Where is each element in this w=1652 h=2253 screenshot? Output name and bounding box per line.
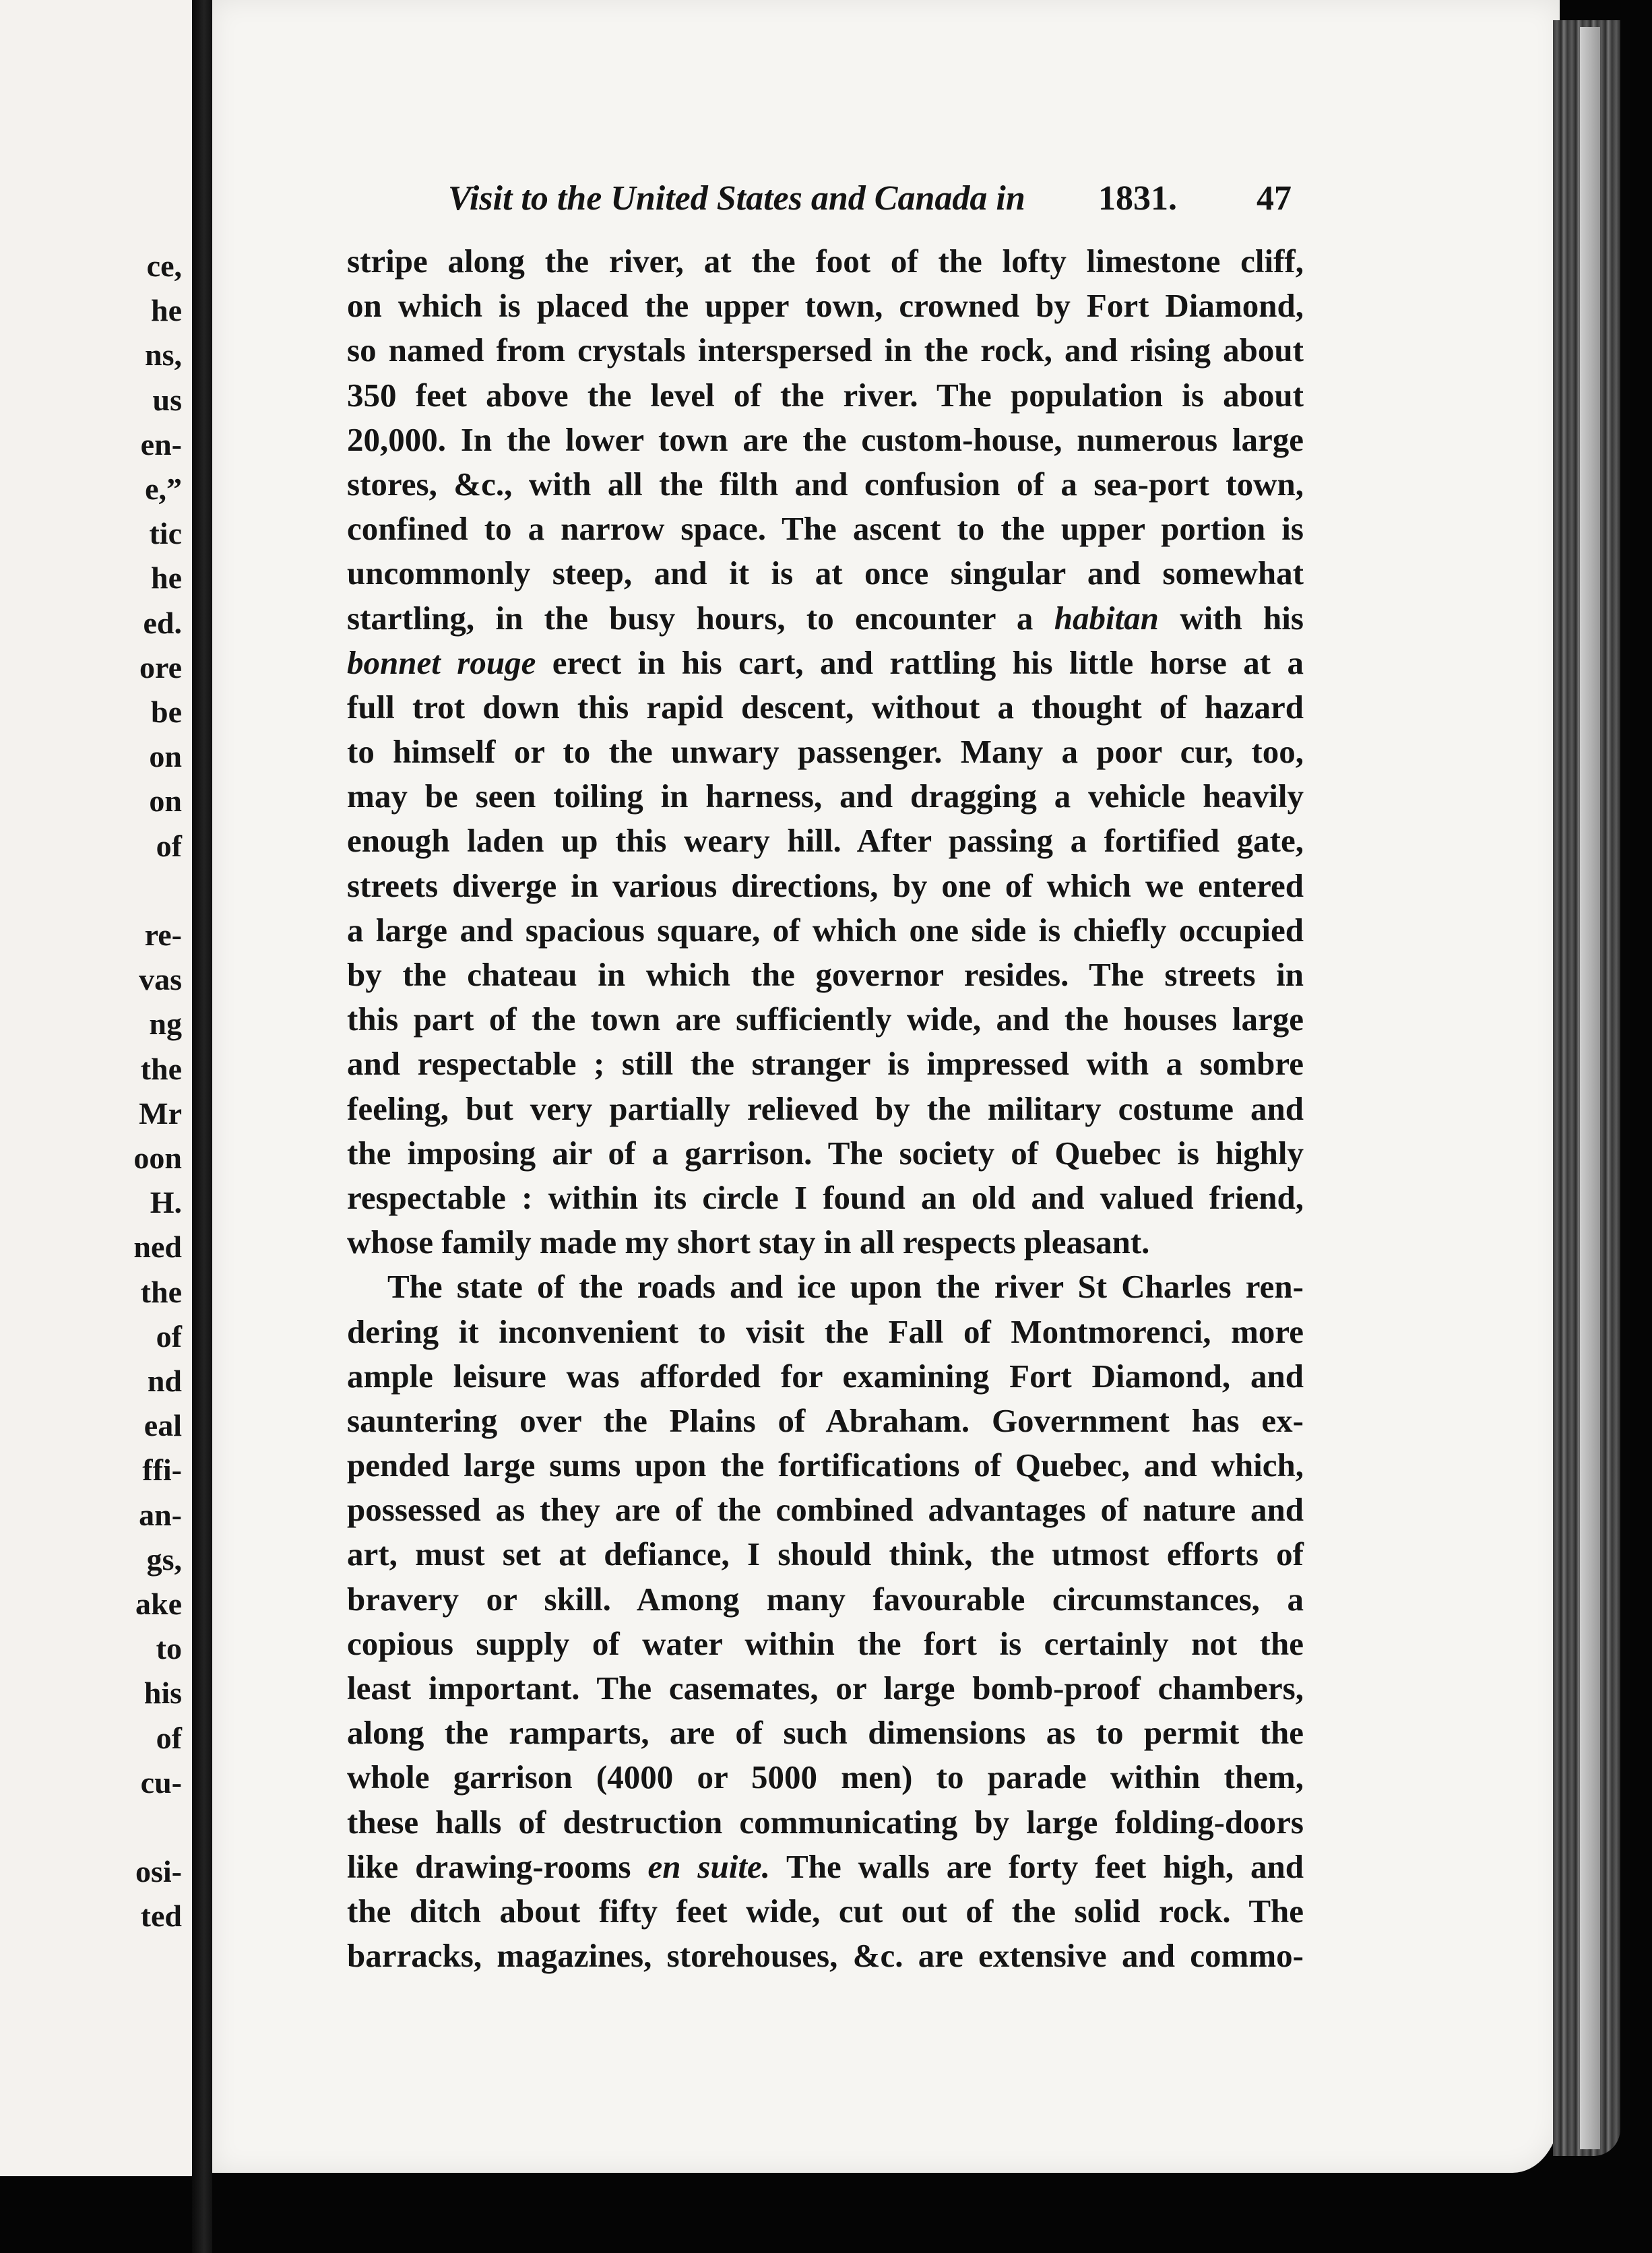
previous-page-line-fragment: ce, <box>146 249 182 283</box>
text-line: bravery or skill. Among many favourable circumstances, a <box>347 1580 1304 1618</box>
previous-page-line-fragment: osi- <box>135 1854 182 1889</box>
text-line: enough laden up this weary hill. After passing a fortified gate, <box>347 822 1304 860</box>
text-line: on which is placed the upper town, crowned by Fort Diamond, <box>347 287 1304 325</box>
text-segment: erect in his cart, and rattling his little horse at a <box>552 643 1304 681</box>
previous-page-line-fragment: be <box>151 695 182 729</box>
previous-page-line-fragment: he <box>151 561 182 596</box>
previous-page-line-fragment: ake <box>135 1587 182 1621</box>
previous-page-line-fragment: nd <box>147 1364 182 1398</box>
previous-page-line-fragment: ted <box>140 1899 182 1934</box>
text-line: a large and spacious square, of which one side is chiefly occupied <box>347 911 1304 949</box>
previous-page-line-fragment: his <box>144 1676 182 1711</box>
previous-page-line-fragment: the <box>140 1274 182 1309</box>
book-gutter <box>192 0 212 2253</box>
text-line: respectable : within its circle I found an old and valued friend, <box>347 1178 1304 1216</box>
text-line: to himself or to the unwary passenger. Many a poor cur, too, <box>347 733 1304 771</box>
text-line: pended large sums upon the fortifications of Quebec, and which, <box>347 1447 1304 1484</box>
text-line: so named from crystals interspersed in the rock, and rising about <box>347 331 1304 369</box>
previous-page-line-fragment: eal <box>144 1408 182 1443</box>
text-segment: with his <box>1158 599 1304 637</box>
italic-term-habitan: habitan <box>1054 599 1159 637</box>
previous-page-line-fragment: H. <box>150 1185 182 1220</box>
text-line: dering it inconvenient to visit the Fall of Montmorenci, more <box>347 1312 1304 1350</box>
text-line: stripe along the river, at the foot of the lofty limestone cliff, <box>347 243 1304 280</box>
previous-page-line-fragment: ned <box>133 1230 182 1265</box>
text-line: the imposing air of a garrison. The society of Quebec is highly <box>347 1134 1304 1172</box>
text-segment: like drawing-rooms <box>347 1847 631 1885</box>
text-line: full trot down this rapid descent, without a thought of hazard <box>347 688 1304 726</box>
previous-page-line-fragment: of <box>156 1319 182 1354</box>
text-line: whose family made my short stay in all respects pleasant. <box>347 1224 1150 1261</box>
text-line: along the ramparts, are of such dimensions as to permit the <box>347 1714 1304 1752</box>
previous-page-line-fragment: ng <box>149 1007 182 1042</box>
previous-page-line-fragment: ns, <box>145 338 182 373</box>
italic-term-bonnet-rouge: bonnet rouge <box>347 643 536 681</box>
text-line: uncommonly steep, and it is at once singular and somewhat <box>347 554 1304 592</box>
previous-page-line-fragment: he <box>151 293 182 328</box>
text-line: barracks, magazines, storehouses, &c. are extensive and commo- <box>347 1937 1304 1975</box>
text-line: confined to a narrow space. The ascent to the upper portion is <box>347 510 1304 548</box>
page-number: 47 <box>1257 179 1292 218</box>
text-line: streets diverge in various directions, by one of which we entered <box>347 866 1304 904</box>
text-line: 20,000. In the lower town are the custom-house, numerous large <box>347 420 1304 458</box>
body-text <box>347 239 1304 1978</box>
previous-page-line-fragment: en- <box>140 426 182 462</box>
previous-page-line-fragment: ore <box>139 649 182 685</box>
previous-page-line-fragment: on <box>149 739 182 774</box>
text-segment: startling, in the busy hours, to encounter a <box>347 599 1034 637</box>
previous-page-line-fragment: ffi- <box>142 1453 182 1488</box>
text-line: this part of the town are sufficiently wide, and the houses large <box>347 1001 1304 1038</box>
text-line: and respectable ; still the stranger is impressed with a sombre <box>347 1045 1304 1083</box>
previous-page-line-fragment: an- <box>139 1497 182 1532</box>
running-head-title: Visit to the United States and Canada in <box>448 179 1025 218</box>
previous-page-fragment <box>0 0 192 2176</box>
text-line: art, must set at defiance, I should think, the utmost efforts of <box>347 1535 1304 1573</box>
text-line: these halls of destruction communicating by large folding-doors <box>347 1803 1304 1841</box>
text-line: possessed as they are of the combined advantages of nature and <box>347 1491 1304 1529</box>
text-segment: The walls are forty feet high, and <box>769 1847 1304 1885</box>
previous-page-line-fragment: us <box>152 382 182 417</box>
text-line: the ditch about fifty feet wide, cut out of the solid rock. The <box>347 1892 1304 1930</box>
text-line: 350 feet above the level of the river. The population is about <box>347 376 1304 414</box>
text-line <box>347 1845 1304 1889</box>
previous-page-line-fragment: of <box>156 828 182 863</box>
text-line: whole garrison (4000 or 5000 men) to parade within them, <box>347 1758 1304 1796</box>
text-line: ample leisure was afforded for examining Fort Diamond, and <box>347 1357 1304 1395</box>
previous-page-line-fragment: Mr <box>139 1096 182 1131</box>
previous-page-line-fragment: e,” <box>145 472 182 506</box>
running-head <box>448 179 1304 232</box>
text-line: copious supply of water within the fort is certainly not the <box>347 1624 1304 1662</box>
previous-page-line-fragment: oon <box>133 1141 182 1175</box>
text-line <box>347 641 1304 685</box>
previous-page-line-fragment: vas <box>139 962 182 997</box>
previous-page-line-endings <box>0 0 192 2176</box>
previous-page-line-fragment: of <box>156 1720 182 1755</box>
italic-term-en-suite: en suite. <box>647 1847 770 1885</box>
text-line: feeling, but very partially relieved by the military costume and <box>347 1089 1304 1127</box>
previous-page-line-fragment: on <box>149 784 182 819</box>
text-line: sauntering over the Plains of Abraham. Government has ex- <box>347 1401 1304 1439</box>
text-line: least important. The casemates, or large bomb-proof chambers, <box>347 1670 1304 1707</box>
text-line: may be seen toiling in harness, and dragging a vehicle heavily <box>347 778 1304 815</box>
previous-page-line-fragment: the <box>140 1051 182 1086</box>
previous-page-line-fragment: tic <box>149 516 182 551</box>
previous-page-line-fragment: gs, <box>146 1542 182 1577</box>
previous-page-line-fragment: ed. <box>143 605 182 640</box>
page-edge-highlight <box>1580 27 1600 2149</box>
text-line <box>347 596 1304 641</box>
previous-page-line-fragment: re- <box>144 918 182 952</box>
text-line: The state of the roads and ice upon the river St Charles ren- <box>387 1268 1304 1306</box>
text-line: stores, &c., with all the filth and confusion of a sea-port town, <box>347 465 1304 503</box>
previous-page-line-fragment: cu- <box>140 1765 182 1800</box>
previous-page-line-fragment: to <box>156 1631 182 1666</box>
text-line: by the chateau in which the governor resides. The streets in <box>347 956 1304 993</box>
running-head-year: 1831. <box>1098 179 1177 218</box>
